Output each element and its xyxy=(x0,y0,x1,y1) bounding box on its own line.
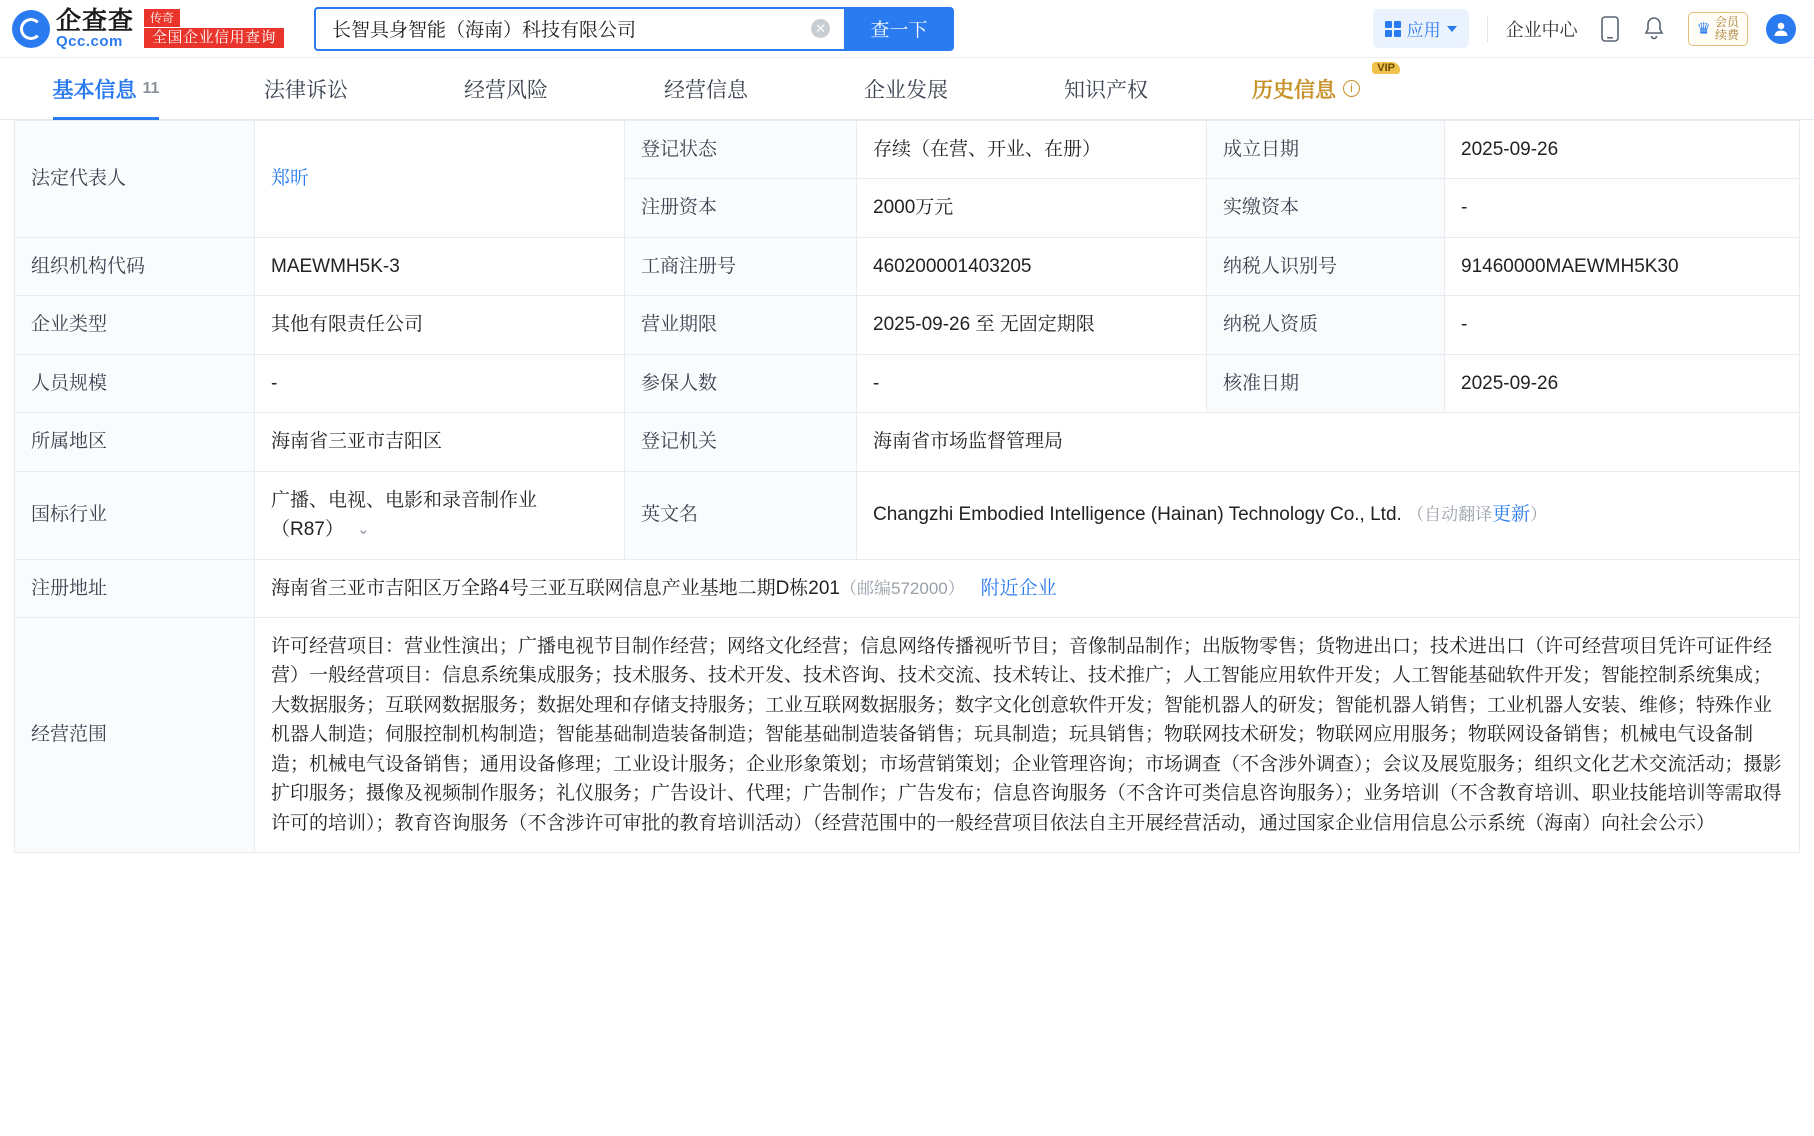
legal-rep-link[interactable]: 郑昕 xyxy=(271,168,310,190)
search-input[interactable] xyxy=(330,17,811,41)
industry-name: 广播、电视、电影和录音制作业 xyxy=(271,489,538,511)
search-button[interactable]: 查一下 xyxy=(844,7,954,51)
badge-national-credit: 全国企业信用查询 xyxy=(144,28,284,48)
site-logo[interactable] xyxy=(12,8,284,50)
table-row xyxy=(15,471,1800,559)
apps-label: 应用 xyxy=(1406,21,1441,40)
cell-value-company-type: 其他有限责任公司 xyxy=(255,296,625,354)
cell-value-org-code: MAEWMH5K-3 xyxy=(255,237,625,295)
cell-label-english-name: 英文名 xyxy=(625,471,857,559)
clear-icon[interactable]: ✕ xyxy=(811,19,830,38)
cell-label-found-date: 成立日期 xyxy=(1207,121,1445,179)
cell-label-reg-authority: 登记机关 xyxy=(625,413,857,471)
cell-value-reg-status: 存续（在营、开业、在册） xyxy=(857,121,1207,179)
cell-value-business-reg-no: 460200001403205 xyxy=(857,237,1207,295)
auto-translate-note: （自动翻译 xyxy=(1407,505,1493,525)
table-row xyxy=(15,617,1800,852)
cell-value-staff-size: - xyxy=(255,354,625,412)
cell-value-legal-rep xyxy=(255,121,625,238)
cell-label-address: 注册地址 xyxy=(15,559,255,617)
search-box[interactable] xyxy=(314,7,844,51)
mobile-icon[interactable] xyxy=(1600,16,1620,42)
tab-label: 企业发展 xyxy=(864,78,948,102)
vip-text xyxy=(1715,16,1739,42)
table-row xyxy=(15,237,1800,295)
table-row xyxy=(15,296,1800,354)
table-row xyxy=(15,121,1800,179)
table-row xyxy=(15,413,1800,471)
address-postcode: （邮编572000） xyxy=(840,578,965,598)
table-row xyxy=(15,559,1800,617)
nearby-companies-link[interactable]: 附近企业 xyxy=(980,577,1057,599)
user-avatar[interactable] xyxy=(1766,14,1796,44)
address-text: 海南省三亚市吉阳区万全路4号三亚互联网信息产业基地二期D栋201 xyxy=(271,577,840,599)
search-area xyxy=(314,7,954,51)
apps-button[interactable] xyxy=(1373,9,1469,48)
chevron-down-icon[interactable]: ⌄ xyxy=(357,521,370,539)
cell-value-insured: - xyxy=(857,354,1207,412)
cell-label-taxpayer-id: 纳税人识别号 xyxy=(1207,237,1445,295)
cell-label-staff-size: 人员规模 xyxy=(15,354,255,412)
cell-value-taxpayer-id: 91460000MAEWMH5K30 xyxy=(1445,237,1800,295)
logo-title-en: Qcc.com xyxy=(56,32,123,50)
cell-label-reg-status: 登记状态 xyxy=(625,121,857,179)
cell-value-english-name xyxy=(857,471,1800,559)
cell-value-industry xyxy=(255,471,625,559)
tab-count: 11 xyxy=(142,79,160,97)
cell-label-industry: 国标行业 xyxy=(15,471,255,559)
cell-value-address xyxy=(255,559,1800,617)
cell-value-taxpayer-qual: - xyxy=(1445,296,1800,354)
vip-tag: VIP xyxy=(1372,62,1400,74)
cell-label-paid-capital: 实缴资本 xyxy=(1207,179,1445,237)
english-name-text: Changzhi Embodied Intelligence (Hainan) Technology Co., Ltd. xyxy=(873,504,1402,526)
cell-value-business-scope: 许可经营项目：营业性演出；广播电视节目制作经营；网络文化经营；信息网络传播视听节目；音像制品制作；出版物零售；货物进出口；技术进出口（许可经营项目凭许可证件经营）一般经营项目：信息系统集成服务；技术服务、技术开发、技术咨询、技术交流、技术转让、技术推广；人工智能应用软件开发；人工智能基础软件开发；智能控制系统集成；大数据服务；互联网数据服务；数据处理和存储支持服务；工业互联网数据服务；数字文化创意软件开发；智能机器人的研发；智能机器人销售；工业机器人安装、维修；特殊作业机器人制造；伺服控制机构制造；智能基础制造装备制造；智能基础制造装备销售；玩具制造；玩具销售；物联网技术研发；物联网应用服务；物联网设备销售；机械电气设备制造；机械电气设备销售；通用设备修理；工业设计服务；企业形象策划；市场营销策划；企业管理咨询；市场调查（不含涉外调查）；会议及展览服务；组织文化艺术交流活动；摄影扩印服务；摄像及视频制作服务；礼仪服务；广告设计、代理；广告制作；广告发布；信息咨询服务（不含许可类信息咨询服务）；业务培训（不含教育培训、职业技能培训等需取得许可的培训）；教育咨询服务（不含涉许可审批的教育培训活动）（经营范围中的一般经营项目依法自主开展经营活动，通过国家企业信用信息公示系统（海南）向社会公示） xyxy=(255,617,1800,852)
vip-crown-icon: ♛ xyxy=(1696,20,1711,38)
tab-history-info[interactable] xyxy=(1206,58,1406,119)
cell-value-found-date: 2025-09-26 xyxy=(1445,121,1800,179)
logo-text xyxy=(56,8,134,50)
vip-renew-badge[interactable] xyxy=(1688,12,1748,46)
tab-legal-litigation[interactable] xyxy=(206,58,406,119)
tab-label: 基本信息 xyxy=(52,78,137,102)
logo-badges xyxy=(144,9,284,48)
company-info-table-wrap xyxy=(0,120,1814,853)
cell-value-business-term: 2025-09-26 至 无固定期限 xyxy=(857,296,1207,354)
cell-label-business-term: 营业期限 xyxy=(625,296,857,354)
tab-intellectual-property[interactable] xyxy=(1006,58,1206,119)
cell-value-reg-capital: 2000万元 xyxy=(857,179,1207,237)
update-translation-link[interactable]: 更新 xyxy=(1492,504,1531,526)
cell-value-approval-date: 2025-09-26 xyxy=(1445,354,1800,412)
cell-label-business-reg-no: 工商注册号 xyxy=(625,237,857,295)
notification-bell-icon[interactable] xyxy=(1642,16,1666,42)
tab-business-info[interactable] xyxy=(606,58,806,119)
tab-basic-info[interactable] xyxy=(6,58,206,119)
cell-label-reg-capital: 注册资本 xyxy=(625,179,857,237)
cell-value-region: 海南省三亚市吉阳区 xyxy=(255,413,625,471)
tab-business-risk[interactable] xyxy=(406,58,606,119)
industry-code: （R87） xyxy=(271,519,344,541)
tab-label: 知识产权 xyxy=(1064,78,1148,102)
auto-translate-note-end: ） xyxy=(1530,505,1548,525)
cell-label-legal-rep: 法定代表人 xyxy=(15,121,255,238)
header-right xyxy=(1373,9,1796,48)
logo-title-cn: 企查查 xyxy=(56,6,135,35)
tab-label: 法律诉讼 xyxy=(264,78,348,102)
table-row xyxy=(15,354,1800,412)
cell-label-business-scope: 经营范围 xyxy=(15,617,255,852)
tab-enterprise-development[interactable] xyxy=(806,58,1006,119)
app-header xyxy=(0,0,1814,58)
vip-line-2: 续费 xyxy=(1714,27,1739,42)
apps-grid-icon xyxy=(1385,21,1401,37)
cell-label-region: 所属地区 xyxy=(15,413,255,471)
cell-label-company-type: 企业类型 xyxy=(15,296,255,354)
badge-legend: 传奇 xyxy=(144,9,180,27)
cell-label-taxpayer-qual: 纳税人资质 xyxy=(1207,296,1445,354)
tab-label: 历史信息 xyxy=(1252,78,1336,102)
tab-label: 经营风险 xyxy=(464,78,548,102)
company-info-table xyxy=(14,120,1800,853)
logo-icon xyxy=(12,10,50,48)
cell-label-org-code: 组织机构代码 xyxy=(15,237,255,295)
chevron-down-icon xyxy=(1447,26,1457,32)
section-tabs xyxy=(0,58,1814,120)
enterprise-center-link[interactable]: 企业中心 xyxy=(1505,19,1578,40)
vip-line-1: 会员 xyxy=(1714,14,1739,29)
cell-label-approval-date: 核准日期 xyxy=(1207,354,1445,412)
divider xyxy=(1487,16,1488,42)
cell-value-paid-capital: - xyxy=(1445,179,1800,237)
tab-label: 经营信息 xyxy=(664,78,748,102)
cell-label-insured: 参保人数 xyxy=(625,354,857,412)
info-icon[interactable]: i xyxy=(1343,80,1360,97)
cell-value-reg-authority: 海南省市场监督管理局 xyxy=(857,413,1800,471)
